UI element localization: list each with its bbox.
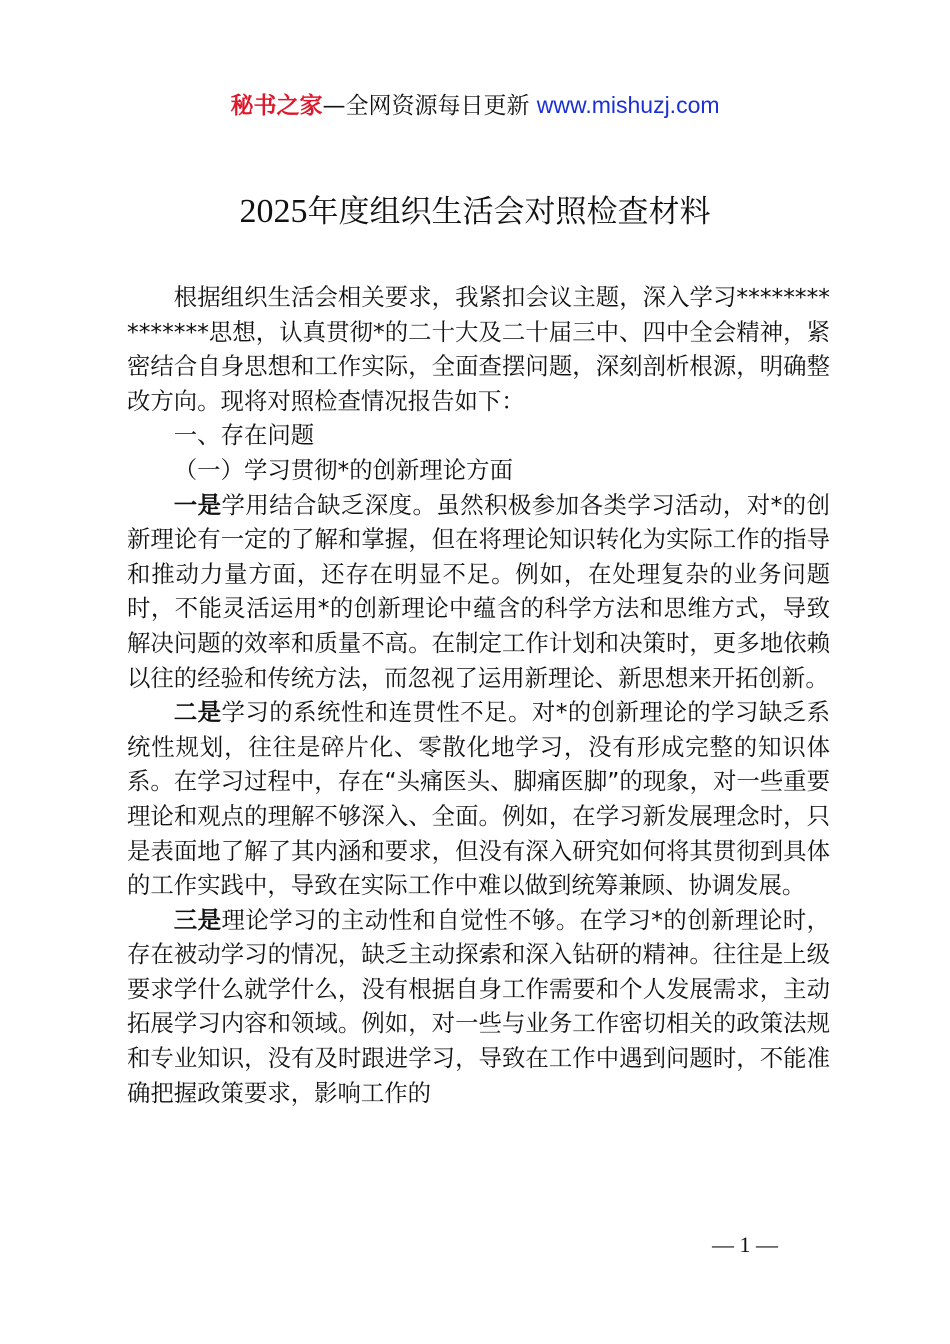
paragraph-point-3 <box>127 903 830 1111</box>
paragraph-text: 学用结合缺乏深度。虽然积极参加各类学习活动，对*的创新理论有一定的了解和掌握，但在将理论知识转化为实际工作的指导和推动力量方面，还存在明显不足。例如，在处理复杂的业务问题时，不能灵活运用*的创新理论中蕴含的科学方法和思维方式，导致解决问题的效率和质量不高。在制定工作计划和决策时，更多地依赖以往的经验和传统方法，而忽视了运用新理论、新思想来开拓创新。 <box>127 490 830 692</box>
paragraph-text: 理论学习的主动性和自觉性不够。在学习*的创新理论时，存在被动学习的情况，缺乏主动探索和深入钻研的精神。往往是上级要求学什么就学什么，没有根据自身工作需要和个人发展需求，主动拓展学习内容和领域。例如，对一些与业务工作密切相关的政策法规和专业知识，没有及时跟进学习，导致在工作中遇到问题时，不能准确把握政策要求，影响工作的 <box>127 905 830 1107</box>
paragraph-lead: 一是 <box>173 490 222 519</box>
banner-url-link[interactable]: www.mishuzj.com <box>536 92 720 118</box>
title-year: 2025 <box>239 193 308 230</box>
heading-level-2 <box>127 453 830 488</box>
banner-slogan: —全网资源每日更新 <box>322 93 537 119</box>
document-title <box>0 190 950 234</box>
banner-brand: 秘书之家 <box>230 93 323 119</box>
site-banner <box>0 88 950 123</box>
paragraph-point-2 <box>127 695 830 903</box>
title-text: 年度组织生活会对照检查材料 <box>307 194 711 230</box>
heading-text: 一、存在问题 <box>173 421 315 450</box>
heading-level-1 <box>127 418 830 453</box>
paragraph-text: 学习的系统性和连贯性不足。对*的创新理论的学习缺乏系统性规划，往往是碎片化、零散化地学习，没有形成完整的知识体系。在学习过程中，存在“头痛医头、脚痛医脚”的现象，对一些重要理论和观点的理解不够深入、全面。例如，在学习新发展理念时，只是表面地了解了其内涵和要求，但没有深入研究如何将其贯彻到具体的工作实践中，导致在实际工作中难以做到统筹兼顾、协调发展。 <box>127 698 830 900</box>
paragraph-intro <box>127 280 830 418</box>
paragraph-lead: 三是 <box>173 905 222 934</box>
heading-text: （一）学习贯彻*的创新理论方面 <box>173 455 513 484</box>
document-body <box>127 280 830 1110</box>
paragraph-lead: 二是 <box>173 698 222 727</box>
paragraph-text: 根据组织生活会相关要求，我紧扣会议主题，深入学习***************思想，认真贯彻*的二十大及二十届三中、四中全会精神，紧密结合自身思想和工作实际，全面查摆问题，深刻剖析根源，明确整改方向。现将对照检查情况报告如下： <box>127 283 830 415</box>
page-number: — 1 — <box>712 1232 778 1257</box>
paragraph-point-1 <box>127 488 830 696</box>
